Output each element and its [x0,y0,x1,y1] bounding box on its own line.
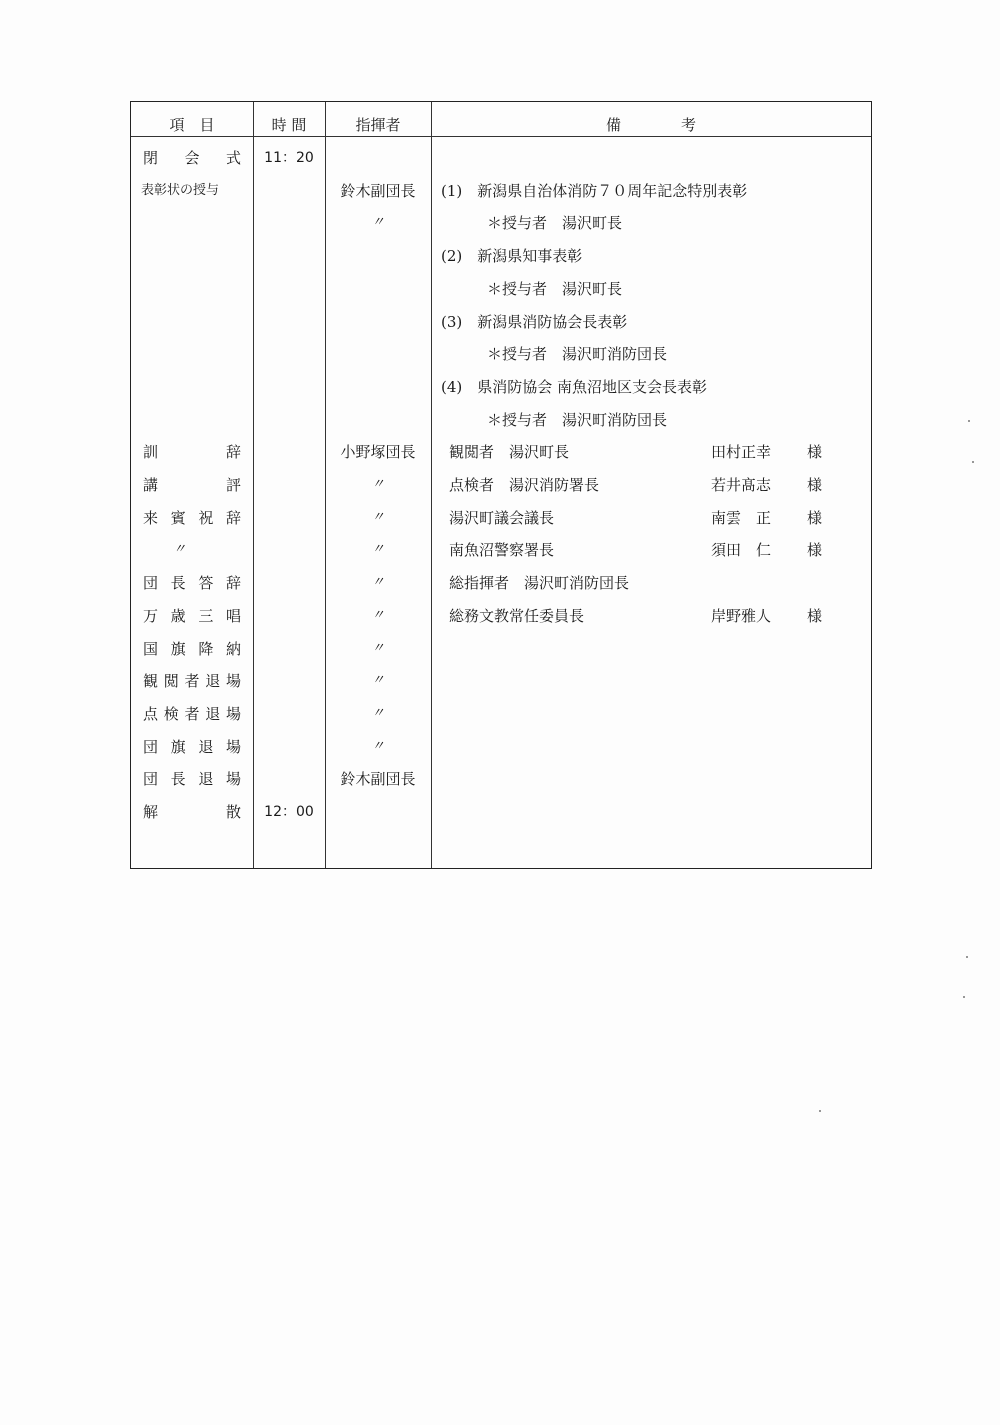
schedule-conductor: 〃 [371,575,385,591]
schedule-conductor: 〃 [371,542,385,558]
schedule-remarks: 総指揮者 湯沢町消防団長 [449,574,630,593]
schedule-conductor: 小野塚団長 [340,443,416,462]
schedule-remarks: ＊授与者 湯沢町消防団長 [487,345,668,364]
remarks-honorific: 様 [807,541,823,560]
schedule-time: 12：00 [264,804,314,820]
schedule-conductor: 〃 [371,509,385,525]
header-remarks: 備 考 [605,116,696,134]
schedule-item: 来 賓 祝 辞 [143,508,241,527]
schedule-remarks: ＊授与者 湯沢町長 [487,214,623,233]
column-divider [431,102,432,868]
scan-speck [966,956,968,958]
schedule-remarks: ＊授与者 湯沢町長 [487,279,623,298]
schedule-item: 講 評 [143,476,241,494]
schedule-item: 万 歳 三 唱 [143,606,241,625]
schedule-item: 団 旗 退 場 [143,737,241,756]
schedule-remarks: ＊授与者 湯沢町消防団長 [487,410,668,429]
header-divider [131,136,871,137]
schedule-remarks: (2) 新潟県知事表彰 [441,247,583,266]
schedule-conductor: 〃 [371,215,385,231]
schedule-remarks: (1) 新潟県自治体消防７０周年記念特別表彰 [441,181,748,200]
schedule-item: 解 散 [143,803,241,821]
schedule-conductor: 〃 [371,705,385,721]
scan-speck [968,420,970,422]
schedule-remarks: (3) 新潟県消防協会長表彰 [441,312,628,331]
header-time: 時 間 [271,116,307,134]
schedule-remarks: 南魚沼警察署長 [449,541,555,560]
remarks-honorific: 様 [807,476,823,494]
schedule-remarks: 観閲者 湯沢町長 [449,443,570,462]
ceremony-schedule-table [130,101,872,869]
schedule-remarks: 湯沢町議会議長 [449,508,555,527]
schedule-item: 〃 [173,542,187,558]
scan-speck [972,461,974,463]
remarks-honorific: 様 [807,606,823,625]
scan-speck [963,996,965,998]
schedule-remarks: 点検者 湯沢消防署長 [449,476,600,494]
schedule-remarks: (4) 県消防協会 南魚沼地区支会長表彰 [441,377,708,396]
schedule-conductor: 〃 [371,477,385,492]
remarks-honorific: 様 [807,443,823,462]
schedule-item: 点 検 者 退 場 [143,704,241,723]
schedule-item: 国 旗 降 納 [143,639,241,658]
scan-speck [819,1110,821,1112]
schedule-item: 訓 辞 [143,443,241,462]
schedule-item: 団 長 答 辞 [143,574,241,593]
header-conductor: 指揮者 [355,116,401,134]
schedule-item: 閉 会 式 [143,149,241,167]
remarks-person-name: 南雲 正 [711,508,772,527]
schedule-conductor: 〃 [371,673,385,689]
remarks-person-name: 田村正幸 [711,443,772,462]
schedule-conductor: 〃 [371,738,385,754]
schedule-remarks: 総務文教常任委員長 [449,606,585,625]
remarks-person-name: 岸野雅人 [711,606,772,625]
schedule-item: 観 閲 者 退 場 [143,672,241,691]
column-divider [253,102,254,868]
schedule-conductor: 〃 [371,607,385,623]
schedule-item: 表彰状の授与 [141,182,220,198]
remarks-person-name: 須田 仁 [711,541,772,560]
remarks-person-name: 若井髙志 [711,476,772,494]
schedule-conductor: 鈴木副団長 [340,181,416,200]
header-item: 項 目 [169,116,215,134]
remarks-honorific: 様 [807,508,823,527]
schedule-item: 団 長 退 場 [143,770,241,789]
schedule-time: 11：20 [264,150,314,166]
schedule-conductor: 〃 [371,640,385,656]
schedule-conductor: 鈴木副団長 [340,770,416,789]
